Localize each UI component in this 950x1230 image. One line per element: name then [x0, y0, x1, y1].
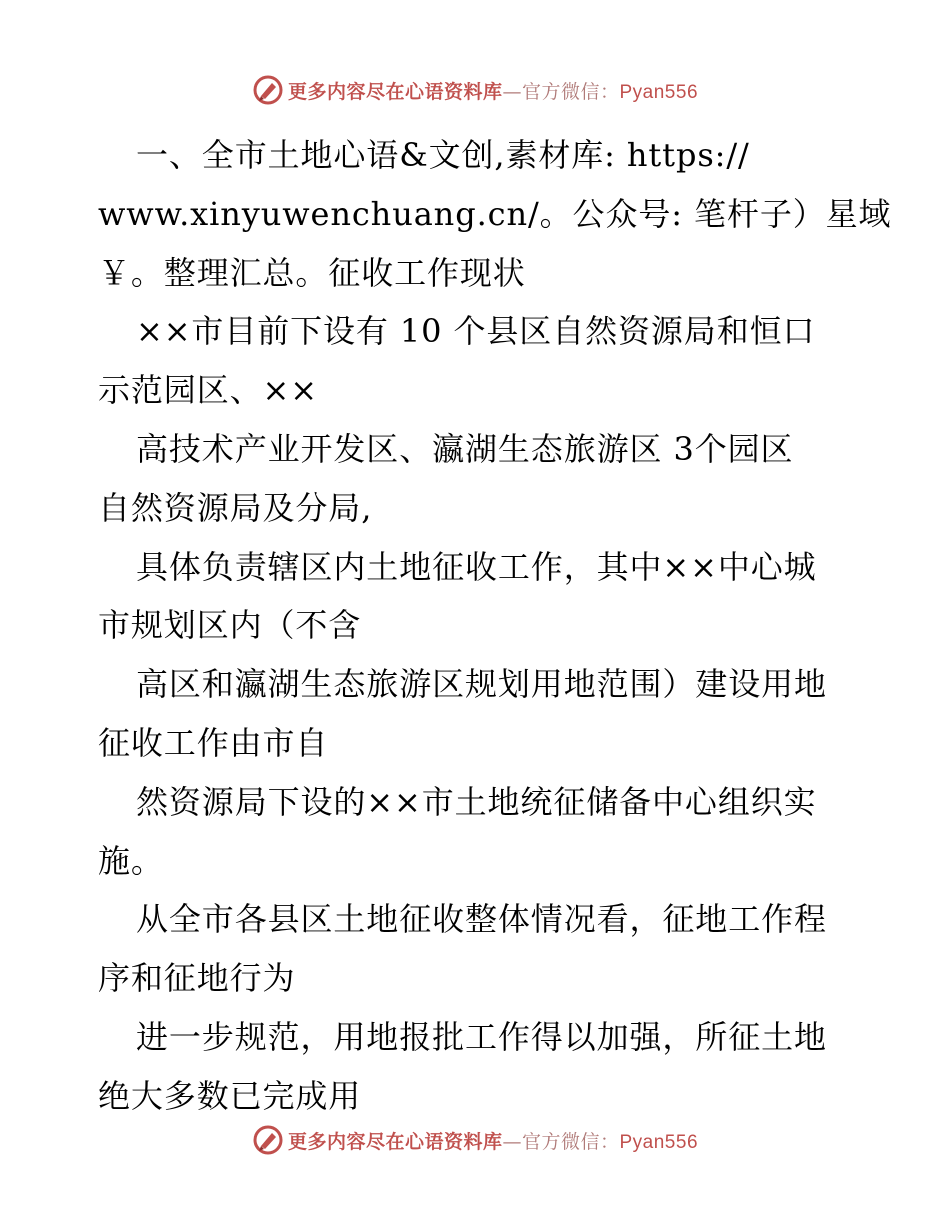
- document-body: [98, 126, 892, 1126]
- body-line: www.xinyuwenchuang.cn/。公众号: 笔杆子）星域: [98, 194, 892, 233]
- body-line: 然资源局下设的××市土地统征储备中心组织实: [136, 782, 817, 821]
- footer-separator: —: [502, 1130, 522, 1153]
- body-line: 市规划区内（不含: [98, 606, 362, 645]
- body-line: 示范园区、××: [98, 371, 318, 410]
- body-line: 进一步规范，用地报批工作得以加强，所征土地: [136, 1017, 827, 1056]
- header-wechat-id: Pyan556: [619, 81, 699, 103]
- body-line: 从全市各县区土地征收整体情况看，征地工作程: [136, 900, 827, 939]
- body-line: 具体负责辖区内土地征收工作，其中××中心城: [136, 547, 817, 586]
- footer-wechat-label: 官方微信：: [521, 1130, 620, 1153]
- body-line: 高技术产业开发区、瀛湖生态旅游区 3个园区: [136, 429, 794, 468]
- body-line: ××市目前下设有 10 个县区自然资源局和恒口: [136, 312, 816, 351]
- header-watermark: [0, 70, 950, 110]
- pen-logo-icon: [252, 1124, 284, 1156]
- footer-watermark-text: 更多内容尽在心语资料库: [287, 1130, 503, 1153]
- body-line: 序和征地行为: [98, 959, 296, 998]
- header-separator: —: [502, 80, 522, 103]
- body-line: ￥。整理汇总。征收工作现状: [98, 253, 526, 292]
- header-wechat-label: 官方微信：: [521, 80, 620, 103]
- pen-logo-icon: [252, 74, 284, 106]
- footer-watermark: [0, 1120, 950, 1160]
- body-line: 一、全市土地心语&文创,素材库: https://: [136, 136, 750, 174]
- body-line: 征收工作由市自: [98, 723, 329, 762]
- body-line: 高区和瀛湖生态旅游区规划用地范围）建设用地: [136, 665, 827, 704]
- footer-wechat-id: Pyan556: [619, 1131, 699, 1153]
- body-line: 绝大多数已完成用: [98, 1076, 362, 1115]
- body-line: 自然资源局及分局,: [98, 488, 373, 527]
- body-line: 施。: [98, 841, 164, 880]
- header-watermark-text: 更多内容尽在心语资料库: [287, 80, 503, 103]
